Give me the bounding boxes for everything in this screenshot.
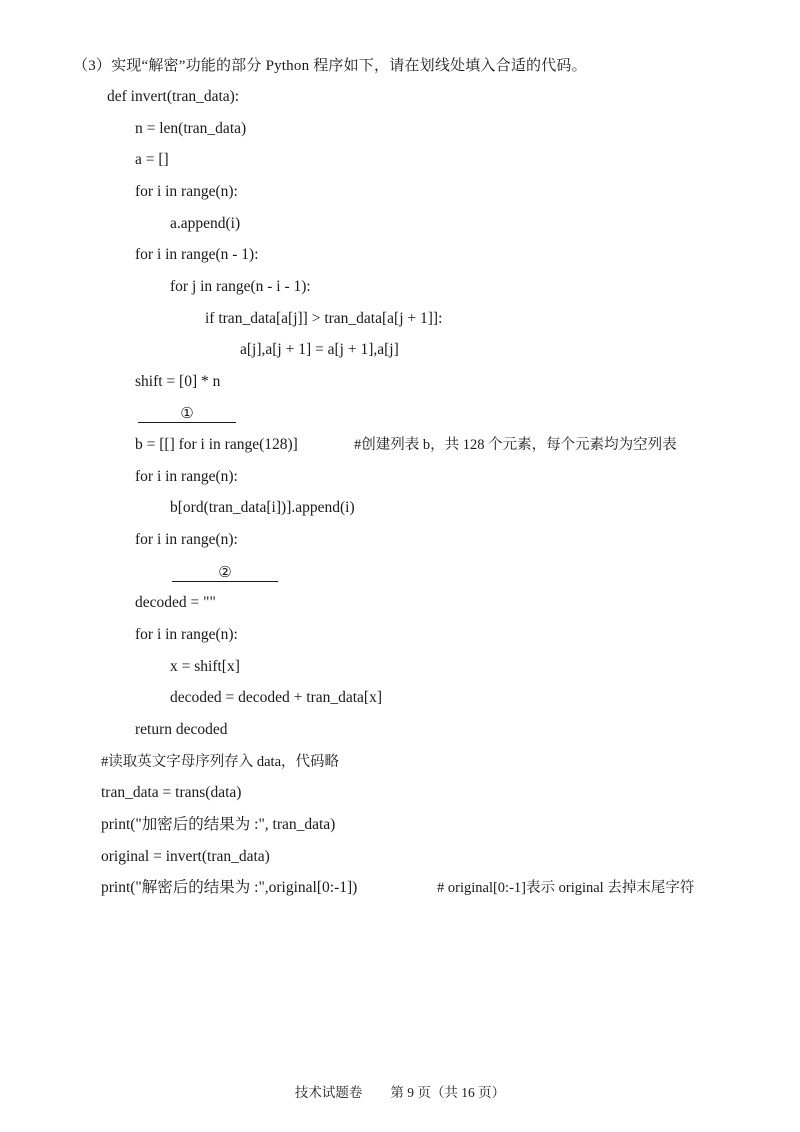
code-b-init: b = [[] for i in range(128)] [135, 436, 298, 453]
fill-blank-2 [172, 562, 278, 583]
footer-title: 技术试题卷 [294, 1085, 363, 1100]
code-line-a: a = [] [135, 151, 169, 168]
code-comment-read: #读取英文字母序列存入 data，代码略 [101, 754, 340, 770]
code-line-decoded: decoded = "" [135, 594, 216, 611]
code-print2: print("解密后的结果为 :",original[0:-1]) [101, 879, 358, 896]
code-line-swap: a[j],a[j + 1] = a[j + 1],a[j] [240, 341, 399, 358]
code-line-append: a.append(i) [170, 215, 241, 232]
code-line-b-append: b[ord(tran_data[i])].append(i) [170, 499, 355, 516]
code-line-for5: for i in range(n): [135, 626, 238, 643]
question-header: （3）实现“解密”功能的部分 Python 程序如下，请在划线处填入合适的代码。 [73, 58, 587, 74]
code-line-for3: for i in range(n): [135, 468, 238, 485]
page-footer [0, 1081, 800, 1101]
code-line-print1: print("加密后的结果为 :", tran_data) [101, 816, 336, 833]
code-comment-original: # original[0:-1]表示 original 去掉末尾字符 [437, 880, 695, 896]
code-line-for-j: for j in range(n - i - 1): [170, 278, 311, 295]
code-line-original: original = invert(tran_data) [101, 848, 270, 865]
code-line-for1: for i in range(n): [135, 183, 238, 200]
code-line-for2: for i in range(n - 1): [135, 246, 259, 263]
code-line-def: def invert(tran_data): [107, 88, 240, 105]
code-line-for4: for i in range(n): [135, 531, 238, 548]
code-line-trans: tran_data = trans(data) [101, 784, 242, 801]
fill-blank-1 [138, 403, 236, 424]
code-line-n: n = len(tran_data) [135, 120, 247, 137]
code-line-shift: shift = [0] * n [135, 373, 221, 390]
code-line-return: return decoded [135, 721, 228, 738]
code-line-print2 [101, 878, 695, 898]
code-line-x: x = shift[x] [170, 658, 240, 675]
footer-page-number: 第 9 页（共 16 页） [390, 1085, 506, 1100]
blank-1-label: ① [180, 404, 194, 422]
code-line-if: if tran_data[a[j]] > tran_data[a[j + 1]]: [205, 310, 443, 327]
code-line-b [135, 435, 677, 455]
code-comment-b: #创建列表 b，共 128 个元素，每个元素均为空列表 [354, 437, 677, 453]
code-line-decoded-add: decoded = decoded + tran_data[x] [170, 689, 382, 706]
blank-2-label: ② [218, 563, 232, 581]
